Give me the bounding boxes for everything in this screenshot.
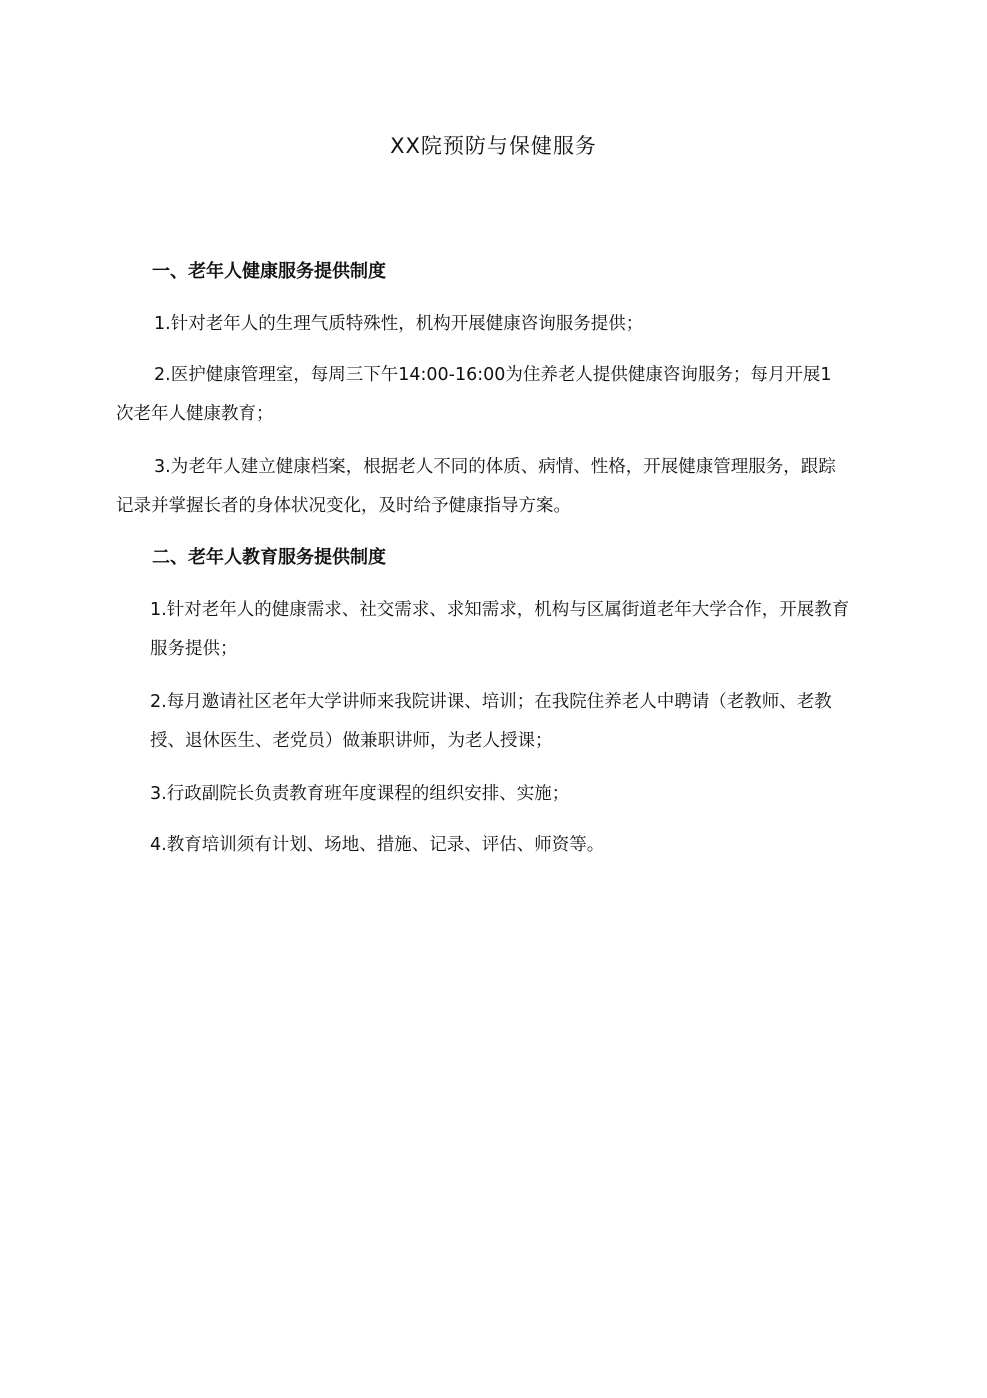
education-item-3: 3.行政副院长负责教育班年度课程的组织安排、实施； [150,784,570,804]
page-title: XX院预防与保健服务 [390,134,597,158]
health-item-2: 2.医护健康管理室，每周三下午14:00-16:00为住养老人提供健康咨询服务；每月开展1次老年人健康教育； [116,365,832,424]
section-heading-health-service: 一、老年人健康服务提供制度 [152,261,386,282]
education-item-4: 4.教育培训须有计划、场地、措施、记录、评估、师资等。 [150,835,605,855]
education-item-2: 2.每月邀请社区老年大学讲师来我院讲课、培训；在我院住养老人中聘请（老教师、老教授、退休医生、老党员）做兼职讲师，为老人授课； [150,692,832,751]
section-heading-education-service: 二、老年人教育服务提供制度 [152,547,386,568]
health-item-3: 3.为老年人建立健康档案，根据老人不同的体质、病情、性格，开展健康管理服务，跟踪记录并掌握长者的身体状况变化，及时给予健康指导方案。 [116,457,836,516]
health-item-1: 1.针对老年人的生理气质特殊性，机构开展健康咨询服务提供； [154,314,644,334]
education-item-1: 1.针对老年人的健康需求、社交需求、求知需求，机构与区属街道老年大学合作，开展教育服务提供； [150,600,850,659]
